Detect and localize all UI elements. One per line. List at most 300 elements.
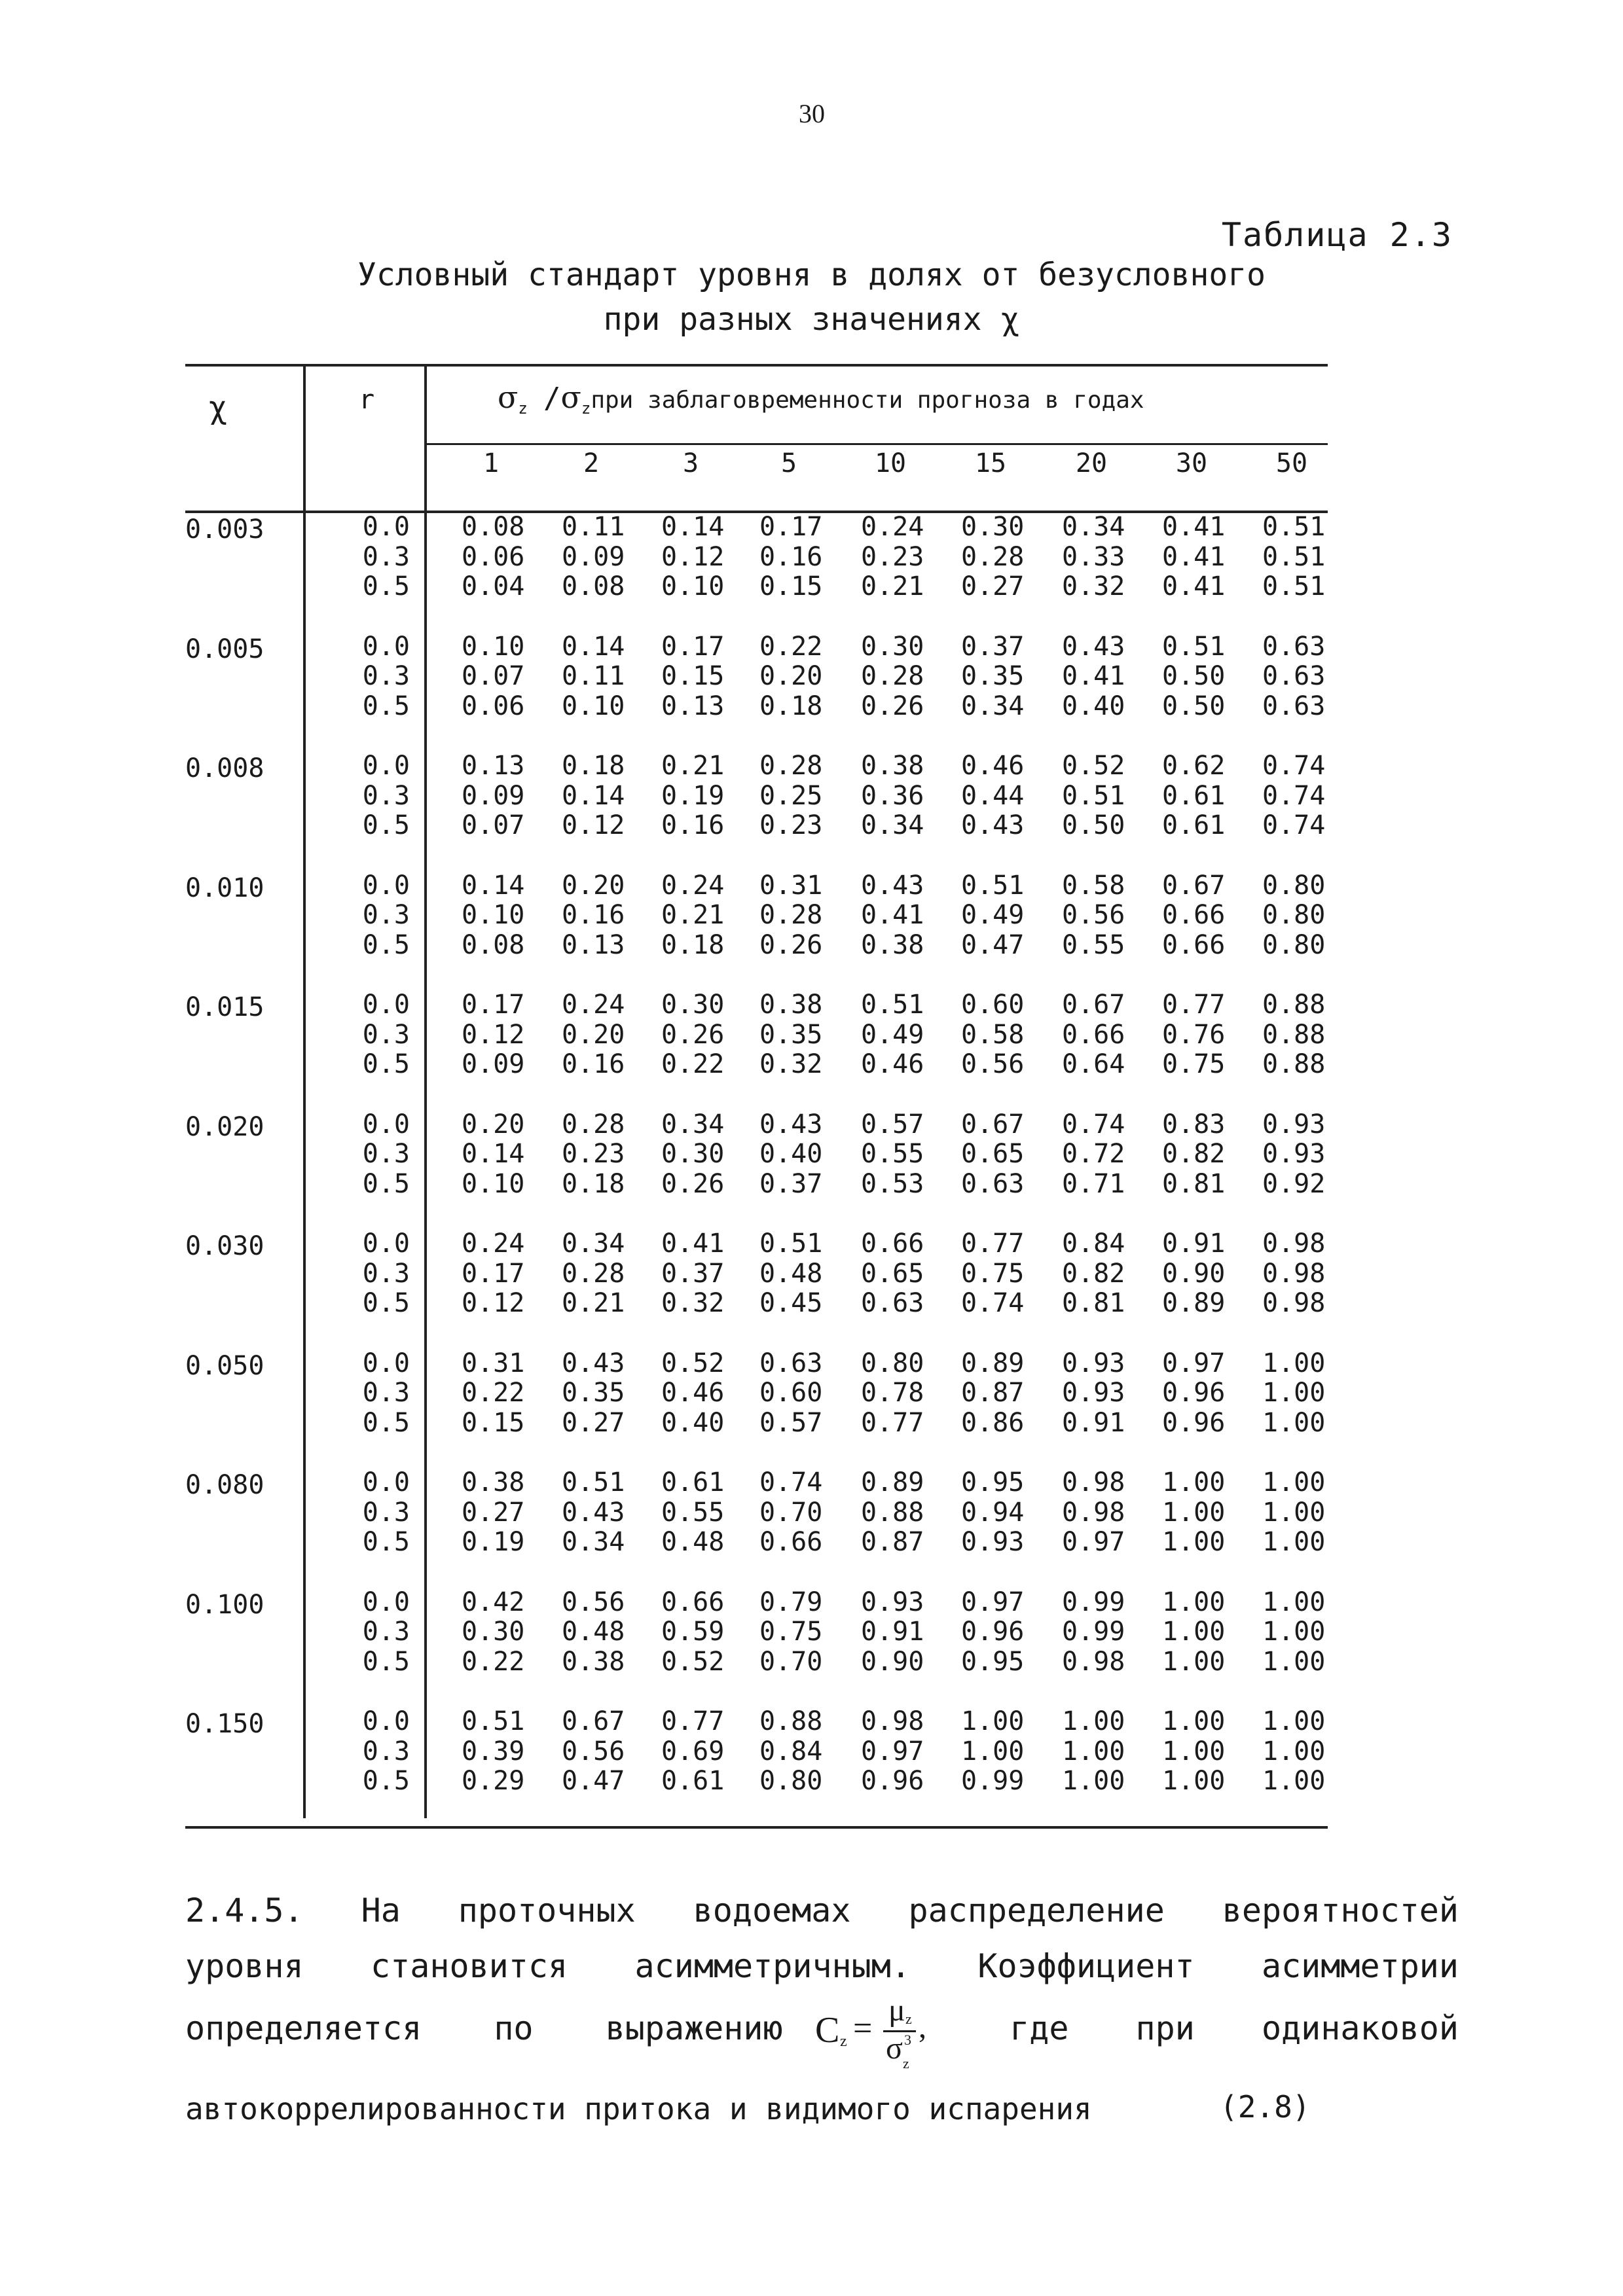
table-cell: 0.98 <box>1062 1646 1125 1677</box>
table-cell: 0.28 <box>562 1109 625 1139</box>
table-cell: 0.51 <box>1262 512 1326 542</box>
table-cell: 0.77 <box>661 1706 725 1736</box>
table-cell: 0.37 <box>759 1168 823 1199</box>
table-cell: 0.92 <box>1262 1168 1326 1199</box>
chi-value: 0.150 <box>185 1709 264 1739</box>
table-cell: 0.58 <box>961 1019 1025 1050</box>
ratio-slash: / <box>543 382 561 415</box>
table-cell: 1.00 <box>1262 1766 1326 1796</box>
table-cell: 0.23 <box>562 1139 625 1169</box>
table-cell: 0.84 <box>1062 1229 1125 1259</box>
table-cell: 1.00 <box>1262 1467 1326 1498</box>
table-cell: 0.91 <box>1162 1229 1226 1259</box>
paragraph-line-3 <box>185 1993 1459 2081</box>
r-value: 0.3 <box>362 1736 410 1767</box>
table-cell: 0.17 <box>759 512 823 542</box>
table-cell: 0.38 <box>562 1646 625 1677</box>
table-cell: 0.95 <box>961 1646 1025 1677</box>
table-cell: 0.50 <box>1062 810 1125 840</box>
year-header-6: 15 <box>974 448 1007 478</box>
table-cell: 1.00 <box>1162 1587 1226 1617</box>
table-cell: 0.10 <box>462 1168 525 1199</box>
header-chi: χ <box>208 389 228 426</box>
formula-numerator-sub: z <box>905 2011 912 2027</box>
formula-asymmetry <box>815 1993 933 2075</box>
table-cell: 0.08 <box>462 512 525 542</box>
table-cell: 0.19 <box>661 780 725 811</box>
table-cell: 0.74 <box>961 1288 1025 1318</box>
table-cell: 0.13 <box>462 751 525 781</box>
chi-value: 0.080 <box>185 1470 264 1500</box>
r-value: 0.5 <box>362 810 410 840</box>
chi-value: 0.008 <box>185 753 264 783</box>
table-cell: 0.74 <box>1062 1109 1125 1139</box>
table-cell: 0.77 <box>861 1407 924 1438</box>
r-value: 0.5 <box>362 1407 410 1438</box>
table-cell: 0.34 <box>562 1229 625 1259</box>
table-cell: 0.61 <box>1162 810 1226 840</box>
table-cell: 1.00 <box>1162 1527 1226 1557</box>
table-cell: 0.80 <box>1262 929 1326 960</box>
r-value: 0.0 <box>362 1109 410 1139</box>
table-cell: 0.28 <box>759 900 823 930</box>
table-cell: 0.06 <box>462 541 525 572</box>
table-cell: 0.17 <box>661 631 725 662</box>
table-cell: 0.52 <box>661 1348 725 1378</box>
table-cell: 0.13 <box>562 929 625 960</box>
table-cell: 0.10 <box>562 691 625 721</box>
table-title-line-2: при разных значениях χ <box>603 301 1020 338</box>
table-cell: 0.46 <box>661 1378 725 1408</box>
table-cell: 1.00 <box>961 1706 1025 1736</box>
table-cell: 0.63 <box>1262 661 1326 691</box>
table-cell: 0.43 <box>1062 631 1125 662</box>
table-cell: 1.00 <box>1162 1646 1226 1677</box>
table-cell: 0.67 <box>562 1706 625 1736</box>
table-cell: 0.80 <box>1262 870 1326 901</box>
table-cell: 0.66 <box>661 1587 725 1617</box>
paragraph-line-1: 2.4.5. На проточных водоемах распределение вероятностей <box>185 1892 1459 1929</box>
table-cell: 0.80 <box>1262 900 1326 930</box>
table-cell: 0.58 <box>1062 870 1125 901</box>
r-value: 0.0 <box>362 1348 410 1378</box>
table-cell: 0.48 <box>759 1258 823 1289</box>
table-cell: 0.04 <box>462 571 525 601</box>
table-cell: 0.78 <box>861 1378 924 1408</box>
r-value: 0.5 <box>362 1527 410 1557</box>
table-cell: 0.96 <box>961 1617 1025 1647</box>
table-cell: 0.41 <box>661 1229 725 1259</box>
table-cell: 1.00 <box>961 1736 1025 1767</box>
table-cell: 0.41 <box>1162 512 1226 542</box>
table-cell: 0.93 <box>1262 1109 1326 1139</box>
chi-value: 0.020 <box>185 1111 264 1142</box>
table-cell: 0.27 <box>562 1407 625 1438</box>
table-cell: 0.24 <box>462 1229 525 1259</box>
table-cell: 0.10 <box>462 631 525 662</box>
table-cell: 0.51 <box>1162 631 1226 662</box>
table-cell: 0.88 <box>1262 1049 1326 1079</box>
table-cell: 0.12 <box>462 1019 525 1050</box>
chi-value: 0.050 <box>185 1350 264 1381</box>
r-value: 0.3 <box>362 900 410 930</box>
table-cell: 0.06 <box>462 691 525 721</box>
table-cell: 0.08 <box>462 929 525 960</box>
table-cell: 0.53 <box>861 1168 924 1199</box>
table-cell: 0.56 <box>1062 900 1125 930</box>
table-cell: 0.09 <box>562 541 625 572</box>
table-cell: 0.23 <box>861 541 924 572</box>
table-cell: 0.18 <box>562 751 625 781</box>
table-cell: 0.70 <box>759 1646 823 1677</box>
table-cell: 0.22 <box>661 1049 725 1079</box>
table-cell: 0.74 <box>1262 780 1326 811</box>
table-cell: 0.24 <box>861 512 924 542</box>
table-cell: 0.55 <box>861 1139 924 1169</box>
table-cell: 1.00 <box>1262 1646 1326 1677</box>
table-cell: 0.69 <box>661 1736 725 1767</box>
table-cell: 0.51 <box>1262 571 1326 601</box>
r-value: 0.5 <box>362 1049 410 1079</box>
table-cell: 0.32 <box>1062 571 1125 601</box>
table-cell: 0.38 <box>759 990 823 1020</box>
formula-denominator: σ <box>886 2031 903 2066</box>
table-cell: 0.26 <box>861 691 924 721</box>
formula-numerator: μ <box>888 1993 905 2028</box>
table-cell: 0.35 <box>562 1378 625 1408</box>
table-cell: 0.63 <box>1262 691 1326 721</box>
table-cell: 0.40 <box>759 1139 823 1169</box>
table-cell: 0.51 <box>759 1229 823 1259</box>
table-cell: 0.62 <box>1162 751 1226 781</box>
paragraph-line-2: уровня становится асимметричным. Коэффициент асимметрии <box>185 1947 1459 1985</box>
table-header-rule <box>185 511 1328 513</box>
table-cell: 0.09 <box>462 1049 525 1079</box>
table-cell: 0.16 <box>562 1049 625 1079</box>
sigma-subscript: z <box>518 399 528 418</box>
table-cell: 0.98 <box>1062 1467 1125 1498</box>
table-cell: 1.00 <box>1262 1706 1326 1736</box>
header-lead-text: при заблаговременности прогноза в годах <box>591 387 1144 414</box>
table-cell: 0.93 <box>1062 1378 1125 1408</box>
table-cell: 0.44 <box>961 780 1025 811</box>
table-cell: 1.00 <box>1262 1378 1326 1408</box>
table-cell: 0.19 <box>462 1527 525 1557</box>
table-cell: 1.00 <box>1162 1766 1226 1796</box>
formula-equals: = <box>853 2010 873 2047</box>
table-cell: 0.43 <box>759 1109 823 1139</box>
table-cell: 0.30 <box>961 512 1025 542</box>
table-cell: 0.10 <box>462 900 525 930</box>
table-cell: 0.61 <box>661 1467 725 1498</box>
table-cell: 0.59 <box>661 1617 725 1647</box>
table-cell: 0.97 <box>1062 1527 1125 1557</box>
table-cell: 0.90 <box>861 1646 924 1677</box>
r-value: 0.3 <box>362 1378 410 1408</box>
year-header-2: 2 <box>583 448 600 478</box>
table-cell: 0.98 <box>1062 1497 1125 1528</box>
table-cell: 0.21 <box>661 751 725 781</box>
table-cell: 0.67 <box>1062 990 1125 1020</box>
table-cell: 0.39 <box>462 1736 525 1767</box>
table-cell: 0.38 <box>861 751 924 781</box>
table-cell: 0.16 <box>661 810 725 840</box>
table-cell: 0.88 <box>1262 1019 1326 1050</box>
year-header-9: 50 <box>1275 448 1308 478</box>
table-cell: 0.23 <box>759 810 823 840</box>
table-cell: 0.98 <box>861 1706 924 1736</box>
table-cell: 1.00 <box>1262 1497 1326 1528</box>
table-cell: 0.50 <box>1162 691 1226 721</box>
r-value: 0.3 <box>362 541 410 572</box>
table-cell: 0.28 <box>861 661 924 691</box>
table-cell: 0.77 <box>1162 990 1226 1020</box>
table-cell: 0.34 <box>562 1527 625 1557</box>
table-top-rule <box>185 364 1328 367</box>
table-cell: 1.00 <box>1162 1497 1226 1528</box>
table-cell: 0.60 <box>961 990 1025 1020</box>
table-cell: 0.47 <box>961 929 1025 960</box>
table-cell: 0.89 <box>961 1348 1025 1378</box>
table-cell: 0.55 <box>661 1497 725 1528</box>
table-cell: 0.66 <box>1162 929 1226 960</box>
paragraph-line-4-text: автокоррелированности притока и видимого испарения <box>185 2091 1092 2126</box>
table-cell: 0.70 <box>759 1497 823 1528</box>
r-value: 0.5 <box>362 1168 410 1199</box>
table-cell: 0.14 <box>462 1139 525 1169</box>
table-cell: 0.12 <box>661 541 725 572</box>
table-cell: 0.24 <box>661 870 725 901</box>
table-cell: 0.40 <box>661 1407 725 1438</box>
table-cell: 0.42 <box>462 1587 525 1617</box>
table-cell: 0.96 <box>861 1766 924 1796</box>
page-number: 30 <box>799 99 825 128</box>
table-cell: 0.57 <box>759 1407 823 1438</box>
table-cell: 0.77 <box>961 1229 1025 1259</box>
table-cell: 0.87 <box>961 1378 1025 1408</box>
table-cell: 0.56 <box>961 1049 1025 1079</box>
table-cell: 0.55 <box>1062 929 1125 960</box>
table-cell: 0.14 <box>661 512 725 542</box>
table-cell: 0.30 <box>661 990 725 1020</box>
table-cell: 1.00 <box>1262 1617 1326 1647</box>
r-value: 0.3 <box>362 1617 410 1647</box>
table-cell: 0.93 <box>1062 1348 1125 1378</box>
r-value: 0.5 <box>362 929 410 960</box>
table-label: Таблица 2.3 <box>1221 216 1453 254</box>
chi-value: 0.015 <box>185 992 264 1022</box>
r-value: 0.0 <box>362 990 410 1020</box>
table-cell: 0.88 <box>1262 990 1326 1020</box>
r-value: 0.0 <box>362 512 410 542</box>
sigma-subscript-2: z <box>581 399 591 418</box>
table-cell: 0.94 <box>961 1497 1025 1528</box>
table-cell: 0.12 <box>562 810 625 840</box>
table-cell: 0.89 <box>861 1467 924 1498</box>
table-cell: 1.00 <box>1262 1527 1326 1557</box>
table-cell: 0.51 <box>861 990 924 1020</box>
r-value: 0.0 <box>362 1467 410 1498</box>
table-cell: 0.66 <box>759 1527 823 1557</box>
table-cell: 0.20 <box>562 1019 625 1050</box>
table-cell: 0.10 <box>661 571 725 601</box>
table-cell: 0.29 <box>462 1766 525 1796</box>
r-value: 0.5 <box>362 571 410 601</box>
table-cell: 1.00 <box>1262 1736 1326 1767</box>
table-cell: 0.97 <box>1162 1348 1226 1378</box>
table-cell: 0.76 <box>1162 1019 1226 1050</box>
table-cell: 0.75 <box>759 1617 823 1647</box>
table-cell: 0.38 <box>462 1467 525 1498</box>
formula-denominator-sup: 3 <box>904 2032 911 2048</box>
table-cell: 0.71 <box>1062 1168 1125 1199</box>
year-header-4: 5 <box>780 448 797 478</box>
table-cell: 0.63 <box>861 1288 924 1318</box>
table-cell: 0.31 <box>759 870 823 901</box>
table-cell: 0.51 <box>1062 780 1125 811</box>
table-cell: 0.34 <box>861 810 924 840</box>
table-cell: 0.12 <box>462 1288 525 1318</box>
r-value: 0.5 <box>362 691 410 721</box>
table-cell: 0.35 <box>961 661 1025 691</box>
table-cell: 1.00 <box>1262 1407 1326 1438</box>
table-cell: 0.18 <box>562 1168 625 1199</box>
table-cell: 0.14 <box>562 780 625 811</box>
table-cell: 0.74 <box>1262 751 1326 781</box>
table-cell: 0.87 <box>861 1527 924 1557</box>
table-cell: 0.26 <box>759 929 823 960</box>
table-cell: 1.00 <box>1162 1467 1226 1498</box>
table-cell: 0.75 <box>1162 1049 1226 1079</box>
table-cell: 0.48 <box>562 1617 625 1647</box>
r-value: 0.5 <box>362 1646 410 1677</box>
chi-value: 0.003 <box>185 514 264 545</box>
table-cell: 0.80 <box>861 1348 924 1378</box>
table-cell: 1.00 <box>1262 1348 1326 1378</box>
table-cell: 0.22 <box>462 1378 525 1408</box>
paragraph-line-4 <box>185 2089 1459 2127</box>
table-cell: 0.83 <box>1162 1109 1226 1139</box>
r-value: 0.3 <box>362 1139 410 1169</box>
table-cell: 0.82 <box>1062 1258 1125 1289</box>
table-cell: 0.67 <box>961 1109 1025 1139</box>
table-cell: 0.27 <box>961 571 1025 601</box>
table-bottom-rule <box>185 1826 1328 1829</box>
r-value: 0.0 <box>362 751 410 781</box>
table-cell: 0.81 <box>1162 1168 1226 1199</box>
table-cell: 0.32 <box>661 1288 725 1318</box>
chi-value: 0.005 <box>185 634 264 664</box>
table-cell: 0.07 <box>462 661 525 691</box>
formula-comma: , <box>919 2010 926 2045</box>
table-cell: 0.79 <box>759 1587 823 1617</box>
table-cell: 0.97 <box>961 1587 1025 1617</box>
table-cell: 0.20 <box>462 1109 525 1139</box>
table-cell: 0.40 <box>1062 691 1125 721</box>
r-value: 0.0 <box>362 870 410 901</box>
r-value: 0.3 <box>362 1019 410 1050</box>
table-cell: 0.60 <box>759 1378 823 1408</box>
table-cell: 0.88 <box>759 1706 823 1736</box>
table-cell: 1.00 <box>1262 1587 1326 1617</box>
table-cell: 0.72 <box>1062 1139 1125 1169</box>
table-cell: 0.66 <box>1162 900 1226 930</box>
table-cell: 0.93 <box>1262 1139 1326 1169</box>
table-cell: 0.96 <box>1162 1407 1226 1438</box>
table-cell: 0.98 <box>1262 1258 1326 1289</box>
table-cell: 0.84 <box>759 1736 823 1767</box>
table-cell: 0.89 <box>1162 1288 1226 1318</box>
table-cell: 0.63 <box>759 1348 823 1378</box>
header-sigma-ratio <box>498 380 1303 418</box>
table-cell: 0.56 <box>562 1587 625 1617</box>
table-cell: 0.51 <box>462 1706 525 1736</box>
table-cell: 0.28 <box>961 541 1025 572</box>
table-cell: 0.25 <box>759 780 823 811</box>
table-cell: 0.65 <box>861 1258 924 1289</box>
table-cell: 0.91 <box>861 1617 924 1647</box>
table-cell: 0.82 <box>1162 1139 1226 1169</box>
table-cell: 0.32 <box>759 1049 823 1079</box>
r-value: 0.0 <box>362 1706 410 1736</box>
table-cell: 0.99 <box>1062 1587 1125 1617</box>
table-cell: 0.99 <box>961 1766 1025 1796</box>
table-cell: 0.35 <box>759 1019 823 1050</box>
year-header-3: 3 <box>682 448 699 478</box>
table-cell: 0.18 <box>759 691 823 721</box>
table-cell: 0.67 <box>1162 870 1226 901</box>
sigma-symbol: σ <box>498 380 519 415</box>
table-cell: 0.75 <box>961 1258 1025 1289</box>
chi-value: 0.030 <box>185 1231 264 1261</box>
year-header-8: 30 <box>1175 448 1208 478</box>
table-cell: 0.08 <box>562 571 625 601</box>
table-cell: 0.63 <box>961 1168 1025 1199</box>
table-cell: 1.00 <box>1062 1736 1125 1767</box>
equation-reference: (2.8) <box>1220 2089 1311 2125</box>
table-cell: 0.11 <box>562 661 625 691</box>
table-cell: 0.61 <box>661 1766 725 1796</box>
table-cell: 0.15 <box>661 661 725 691</box>
table-cell: 0.98 <box>1262 1229 1326 1259</box>
formula-lhs: C <box>815 2010 840 2051</box>
table-cell: 0.46 <box>961 751 1025 781</box>
table-cell: 0.49 <box>861 1019 924 1050</box>
r-value: 0.3 <box>362 780 410 811</box>
table-cell: 0.41 <box>1162 571 1226 601</box>
table-cell: 0.99 <box>1062 1617 1125 1647</box>
table-cell: 0.90 <box>1162 1258 1226 1289</box>
table-cell: 0.63 <box>1262 631 1326 662</box>
table-cell: 0.74 <box>759 1467 823 1498</box>
table-cell: 0.97 <box>861 1736 924 1767</box>
table-cell: 0.37 <box>961 631 1025 662</box>
table-cell: 0.41 <box>1162 541 1226 572</box>
r-value: 0.0 <box>362 1587 410 1617</box>
table-cell: 0.13 <box>661 691 725 721</box>
chi-value: 0.010 <box>185 872 264 903</box>
table-cell: 0.34 <box>961 691 1025 721</box>
table-cell: 0.96 <box>1162 1378 1226 1408</box>
table-cell: 0.15 <box>759 571 823 601</box>
table-cell: 0.51 <box>562 1467 625 1498</box>
year-header-7: 20 <box>1075 448 1108 478</box>
table-cell: 0.15 <box>462 1407 525 1438</box>
table-cell: 0.37 <box>661 1258 725 1289</box>
table-cell: 0.26 <box>661 1168 725 1199</box>
table-cell: 0.33 <box>1062 541 1125 572</box>
table-cell: 0.98 <box>1262 1288 1326 1318</box>
